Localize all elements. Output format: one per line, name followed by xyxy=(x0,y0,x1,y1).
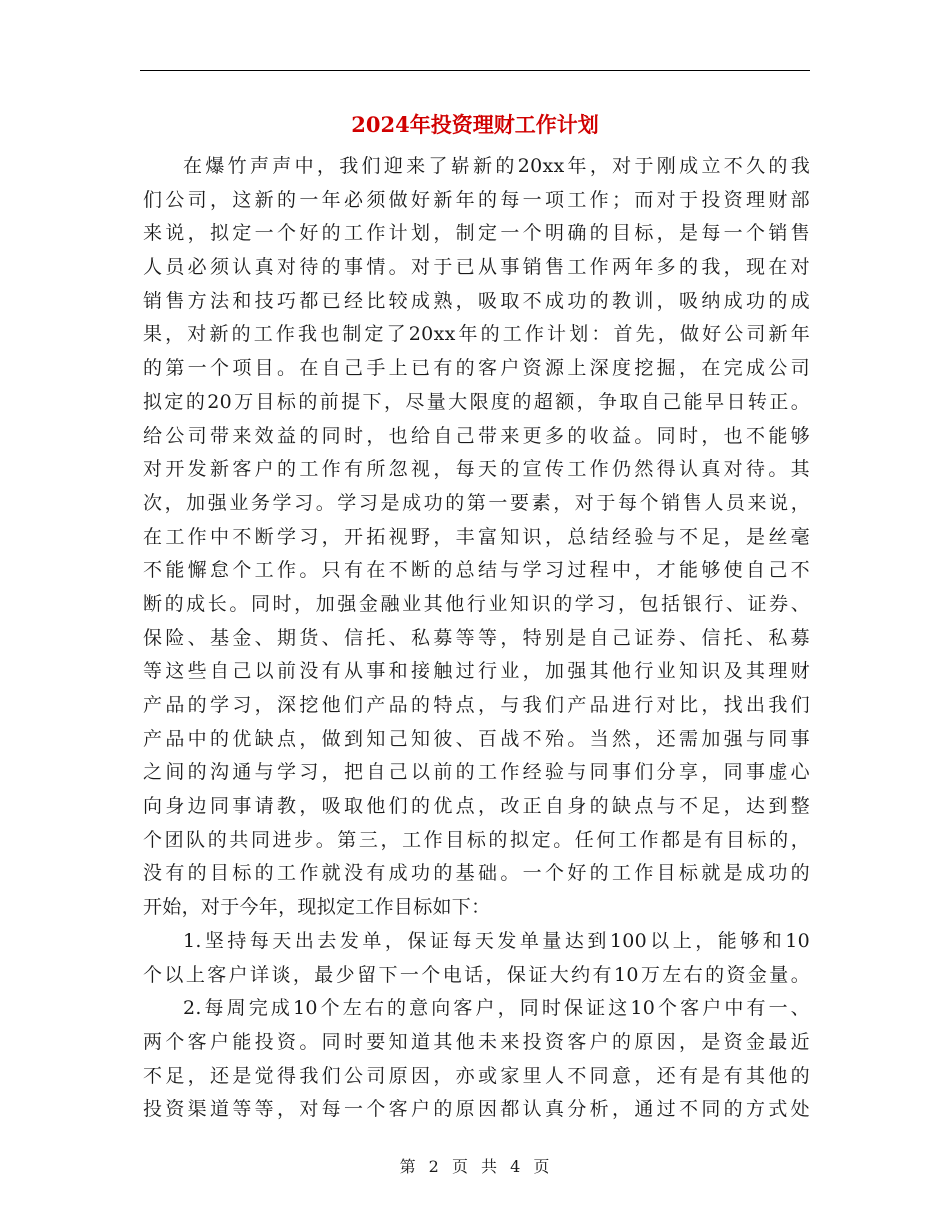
body-line: 开始，对于今年，现拟定工作目标如下： xyxy=(143,896,491,919)
body-line: 来说，拟定一个好的工作计划，制定一个明确的目标，是每一个销售 xyxy=(143,222,810,245)
body-line: 没有的目标的工作就没有成功的基础。一个好的工作目标就是成功的 xyxy=(143,862,810,885)
body-line: 个团队的共同进步。第三，工作目标的拟定。任何工作都是有目标的， xyxy=(143,828,810,851)
header-rule xyxy=(140,70,810,71)
body-line: 对开发新客户的工作有所忽视，每天的宣传工作仍然得认真对待。其 xyxy=(143,458,810,481)
body-line: 投资渠道等等，对每一个客户的原因都认真分析，通过不同的方式处 xyxy=(143,1098,810,1121)
body-line: 向身边同事请教，吸取他们的优点，改正自身的缺点与不足，达到整 xyxy=(143,795,810,818)
body-line: 产品的学习，深挖他们产品的特点，与我们产品进行对比，找出我们 xyxy=(143,694,810,716)
body-line: 之间的沟通与学习，把自己以前的工作经验与同事们分享，同事虚心 xyxy=(143,761,810,784)
body-line: 人员必须认真对待的事情。对于已从事销售工作两年多的我，现在对 xyxy=(143,256,810,279)
body-line: 给公司带来效益的同时，也给自己带来更多的收益。同时，也不能够 xyxy=(143,424,810,447)
document-title: 2024年投资理财工作计划 xyxy=(351,112,599,137)
list-item-1: 1.坚持每天出去发单，保证每天发单量达到100以上，能够和10 xyxy=(183,929,810,952)
body-line: 销售方法和技巧都已经比较成熟，吸取不成功的教训，吸纳成功的成 xyxy=(143,289,810,312)
body-line: 不足，还是觉得我们公司原因，亦或家里人不同意，还有是有其他的 xyxy=(143,1064,810,1087)
body-line: 在爆竹声声中，我们迎来了崭新的20xx年，对于刚成立不久的我 xyxy=(183,155,810,177)
body-line: 们公司，这新的一年必须做好新年的每一项工作；而对于投资理财部 xyxy=(143,188,810,211)
body-line: 的第一个项目。在自己手上已有的客户资源上深度挖掘，在完成公司 xyxy=(143,357,810,380)
body-line: 个以上客户详谈，最少留下一个电话，保证大约有10万左右的资金量。 xyxy=(143,963,810,986)
body-line: 断的成长。同时，加强金融业其他行业知识的学习，包括银行、证券、 xyxy=(143,592,810,615)
page-number: 第 2 页 共 4 页 xyxy=(399,1157,551,1176)
body-line: 在工作中不断学习，开拓视野，丰富知识，总结经验与不足，是丝毫 xyxy=(143,525,810,548)
body-line: 拟定的20万目标的前提下，尽量大限度的超额，争取自己能早日转正。 xyxy=(143,390,810,413)
list-item-2: 2.每周完成10个左右的意向客户，同时保证这10个客户中有一、 xyxy=(183,997,810,1020)
body-line: 保险、基金、期货、信托、私募等等，特别是自己证券、信托、私募 xyxy=(143,626,810,649)
body-line: 果，对新的工作我也制定了20xx年的工作计划：首先，做好公司新年 xyxy=(143,323,810,346)
body-line: 等这些自己以前没有从事和接触过行业，加强其他行业知识及其理财 xyxy=(143,660,810,683)
body-line: 不能懈怠个工作。只有在不断的总结与学习过程中，才能够使自己不 xyxy=(143,559,810,582)
document-body xyxy=(143,150,810,1127)
body-line: 产品中的优缺点，做到知己知彼、百战不殆。当然，还需加强与同事 xyxy=(143,727,810,750)
body-line: 次，加强业务学习。学习是成功的第一要素，对于每个销售人员来说， xyxy=(143,491,810,514)
body-line: 两个客户能投资。同时要知道其他未来投资客户的原因，是资金最近 xyxy=(143,1030,810,1053)
